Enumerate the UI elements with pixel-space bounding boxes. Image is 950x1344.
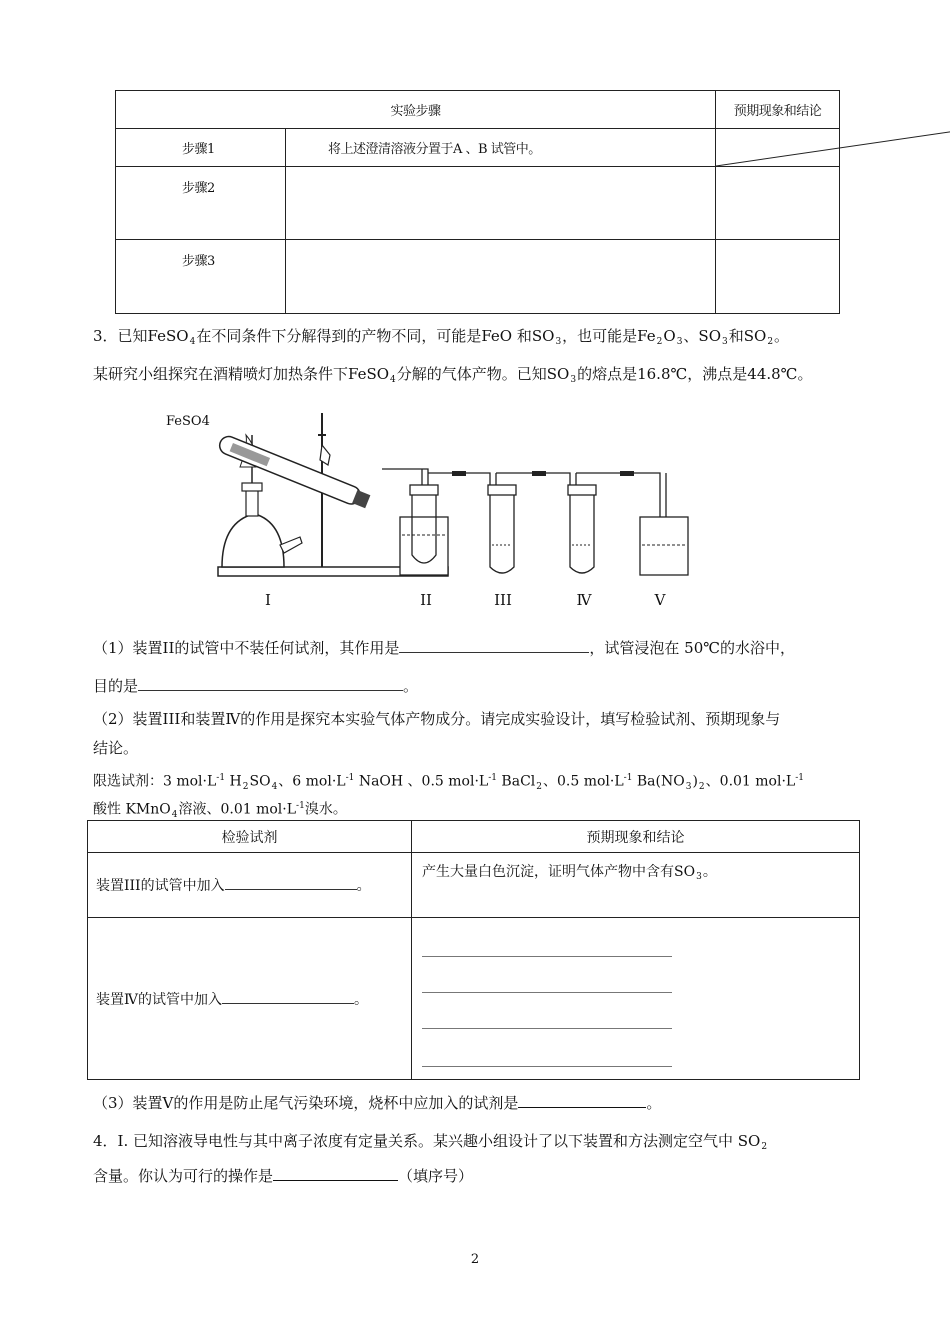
- table2-row2-result[interactable]: [412, 918, 860, 1080]
- q4-answer-blank[interactable]: [273, 1180, 398, 1181]
- q3-part1-blank-2[interactable]: [138, 690, 403, 691]
- q3-part1-text-a: （1）装置II的试管中不装任何试剂，其作用是: [93, 639, 400, 657]
- table1-step2-content[interactable]: [286, 167, 716, 240]
- q3-part1-text-c: 目的是: [93, 677, 139, 695]
- table1-header-result: 预期现象和结论: [716, 91, 840, 129]
- device-label-i: I: [265, 591, 271, 609]
- table1-step3-content[interactable]: [286, 240, 716, 314]
- q4-line2-text-b: （填序号）: [398, 1167, 474, 1185]
- answer-line-3[interactable]: [422, 1028, 672, 1029]
- q3-part1-text-b: ，试管浸泡在 50℃的水浴中，: [589, 639, 796, 657]
- table2-row1-period: 。: [356, 878, 371, 894]
- q3-part1-line1: [93, 638, 795, 658]
- q4-line1: 4．Ⅰ. 已知溶液导电性与其中离子浓度有定量关系。某兴趣小组设计了以下装置和方法测定空气中 $SO_2$: [93, 1132, 768, 1152]
- table2-row1-result: 产生大量白色沉淀，证明气体产物中含有$SO_3$。: [412, 853, 860, 918]
- table1-step3-result[interactable]: [716, 240, 840, 314]
- q3-part2-line2: 结论。: [93, 739, 139, 757]
- test-tube-iii: [490, 495, 514, 573]
- table1-step1-content: 将上述澄清溶液分置于A 、B 试管中。: [286, 129, 716, 167]
- q3-intro-line2: 某研究小组探究在酒精喷灯加热条件下FeSO$_4$分解的气体产物。已知$SO_3$的熔点是16.8℃，沸点是44.8℃。: [93, 365, 813, 385]
- table2-row2-reagent: [88, 918, 412, 1080]
- device-label-ii: II: [420, 591, 432, 609]
- answer-line-2[interactable]: [422, 992, 672, 993]
- answer-line-1[interactable]: [422, 956, 672, 957]
- q4-line2-text-a: 含量。你认为可行的操作是: [93, 1167, 274, 1185]
- q3-part3-text-b: 。: [646, 1094, 662, 1112]
- q3-part3-blank[interactable]: [518, 1107, 646, 1108]
- reagent-list-line2: 酸性 KMnO$_4$溶液、0.01 $mol\cdot L^{-1}$溴水。: [93, 801, 347, 820]
- table1-step1-label: 步骤1: [116, 129, 286, 167]
- table2-row2-period: 。: [354, 991, 368, 1008]
- q3-part1-text-d: 。: [403, 677, 419, 695]
- reaction-tube: [217, 434, 371, 510]
- burner-body: [222, 515, 284, 567]
- table1-step1-result-diagonal: [716, 129, 840, 167]
- beaker-ii: [400, 517, 448, 575]
- test-tube-iv: [570, 495, 594, 573]
- table2-row1-reagent: [88, 853, 412, 918]
- apparatus-diagram: [160, 405, 720, 615]
- table2-row2-reagent-text: 装置Ⅳ的试管中加入: [96, 991, 222, 1008]
- table1-step2-label: 步骤2: [116, 167, 286, 240]
- q3-part2-line1: （2）装置III和装置Ⅳ的作用是探究本实验气体产物成分。请完成实验设计，填写检验试剂、预期现象与: [93, 710, 781, 728]
- table1-step3-label: 步骤3: [116, 240, 286, 314]
- q3-part3-text-a: （3）装置V的作用是防止尾气污染环境，烧杯中应加入的试剂是: [93, 1094, 519, 1112]
- table2-row1-blank[interactable]: [225, 889, 357, 890]
- reagent-list-line1: 限选试剂：3 $mol\cdot L^{-1}$ $H_2SO_4$、6 $mol\cdot L^{-1}$ NaOH 、0.5 $mol\cdot L^{-1}$ BaCl$_2$、0.5 $mol\cdot L^{-1}$ $Ba(NO_3)_2$、0.01 $mol\cdot L^{-1}$: [93, 773, 804, 792]
- reagent-design-table: [87, 820, 860, 1080]
- answer-line-4[interactable]: [422, 1066, 672, 1067]
- q4-line2: [93, 1166, 473, 1186]
- table2-row2-blank[interactable]: [222, 1003, 354, 1004]
- q3-part1-blank-1[interactable]: [399, 652, 589, 653]
- q3-part1-line2: [93, 676, 418, 696]
- q3-part3: [93, 1093, 661, 1113]
- beaker-v: [640, 517, 688, 575]
- device-label-iv: Ⅳ: [576, 591, 592, 609]
- table2-row1-reagent-text: 装置III的试管中加入: [96, 878, 225, 894]
- device-label-v: V: [654, 591, 666, 609]
- device-label-iii: III: [494, 591, 512, 609]
- figure-reagent-label: FeSO4: [166, 414, 210, 429]
- experiment-steps-table: [115, 90, 840, 314]
- table2-header-reagent: 检验试剂: [88, 821, 412, 853]
- table2-header-result: 预期现象和结论: [412, 821, 860, 853]
- q3-intro-line1: 3．已知FeSO$_4$在不同条件下分解得到的产物不同，可能是FeO 和$SO_3$，也可能是$Fe_2O_3$、$SO_3$和$SO_2$。: [93, 327, 790, 347]
- table1-header-steps: 实验步骤: [116, 91, 716, 129]
- table1-step2-result[interactable]: [716, 167, 840, 240]
- page-number: 2: [470, 1252, 480, 1267]
